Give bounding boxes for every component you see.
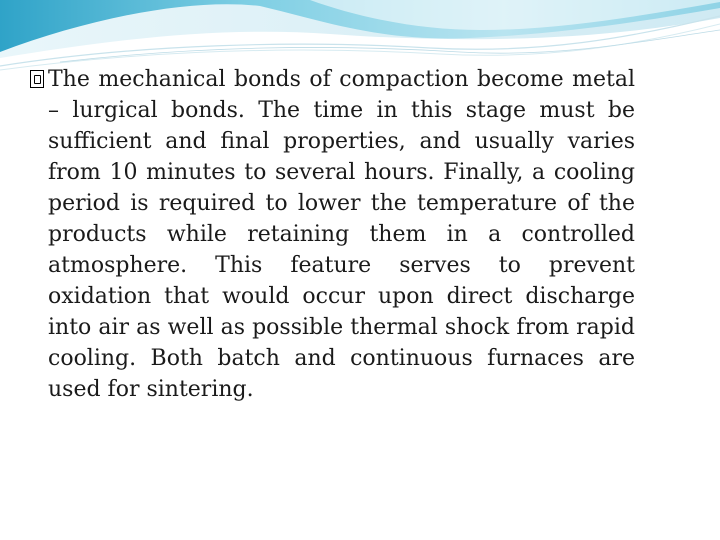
missing-glyph-bullet-icon [30,70,44,88]
body-content [30,64,635,405]
body-paragraph: The mechanical bonds of compaction become metal – lurgical bonds. The time in this stage must be sufficient and final properties, and usually varies from 10 minutes to several hours. Finally, a cooling period is required to lower the temperature of the products while retaining them in a controlled atmosphere. This feature serves to prevent oxidation that would occur upon direct discharge into air as well as possible thermal shock from rapid cooling. Both batch and continuous furnaces are used for sintering. [48,67,635,402]
